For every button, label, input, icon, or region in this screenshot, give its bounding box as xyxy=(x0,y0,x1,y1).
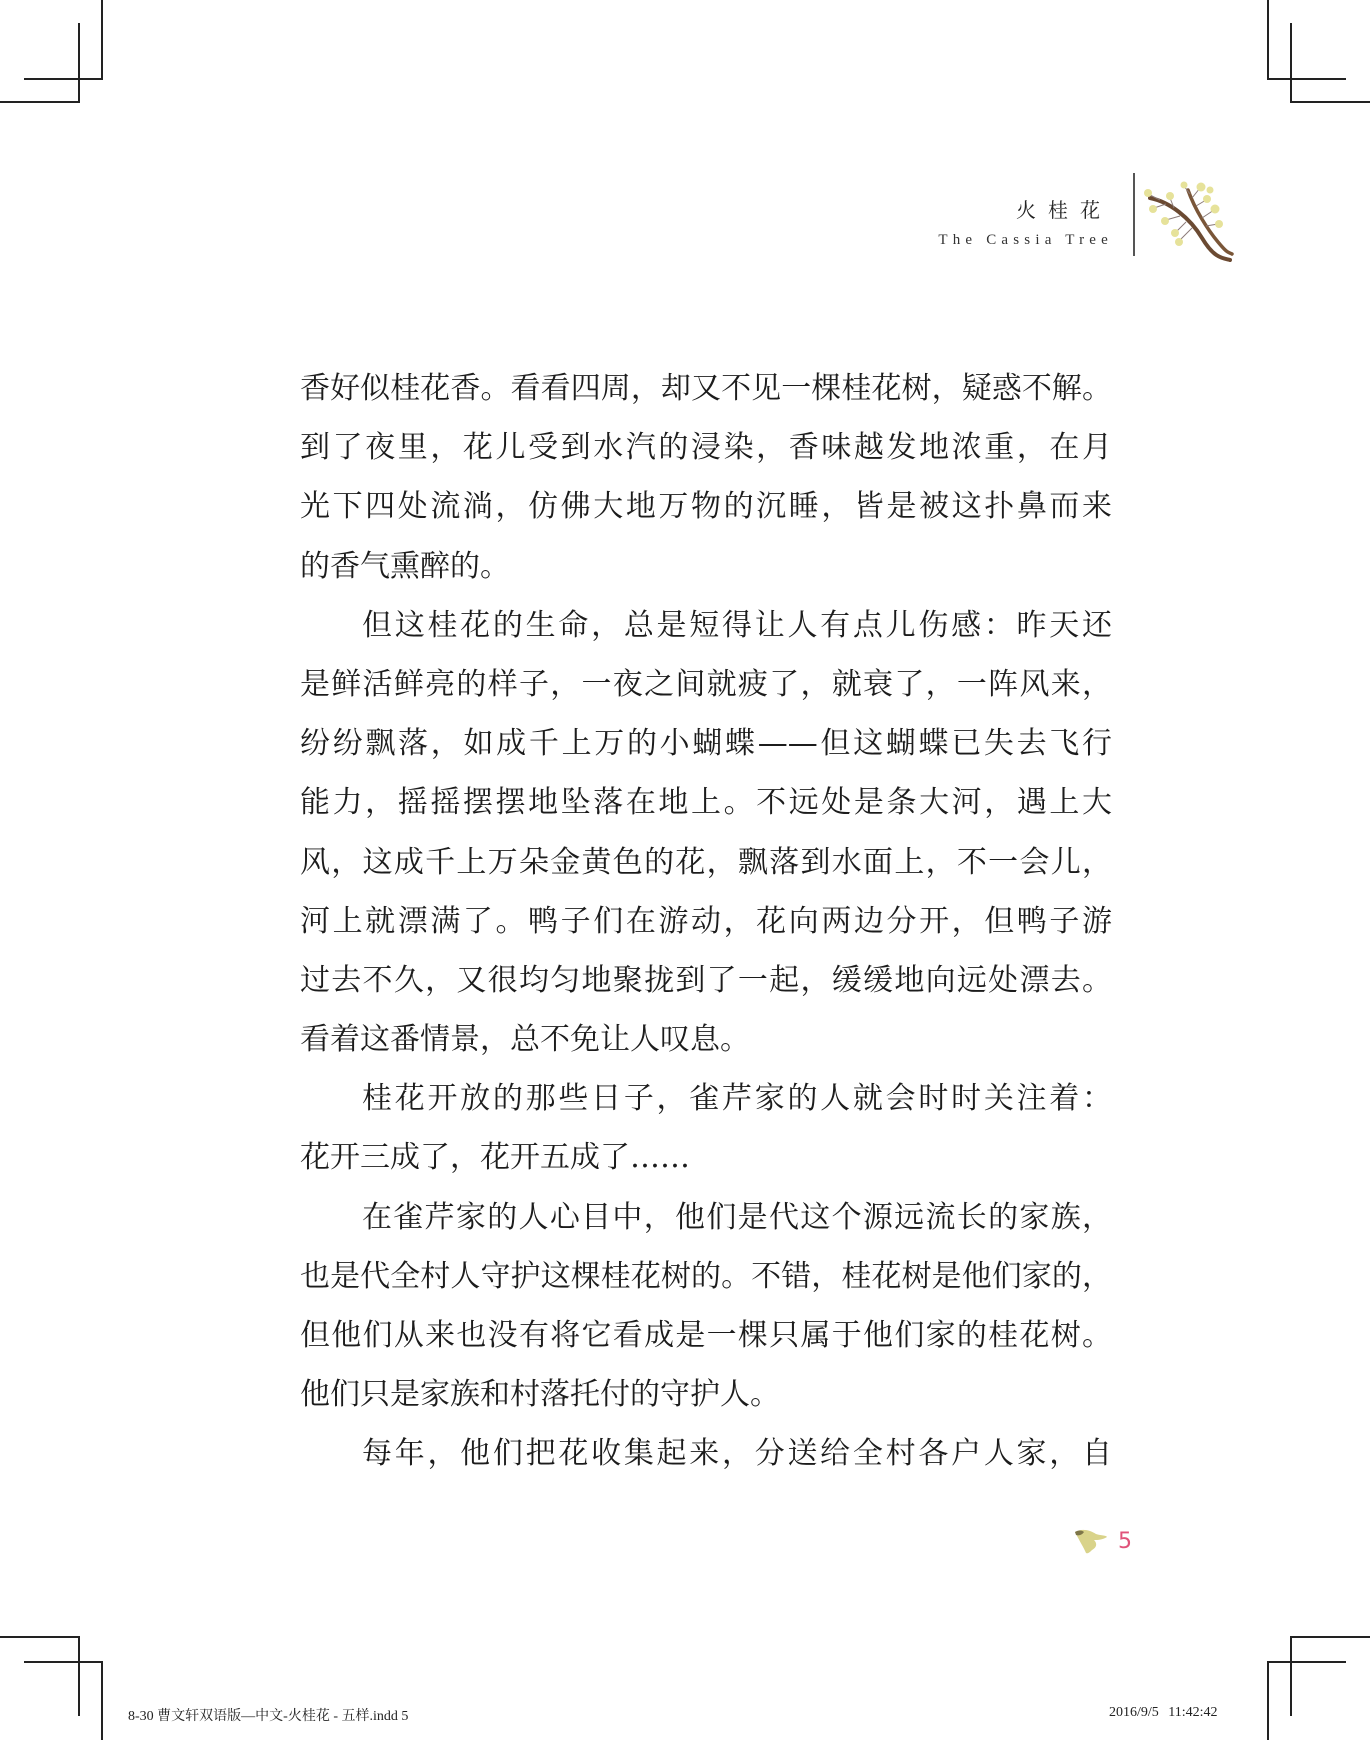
crop-mark xyxy=(1290,1636,1292,1716)
text-line: 在雀芹家的人心目中，他们是代这个源远流长的家族， xyxy=(362,1199,1112,1235)
crop-mark xyxy=(1267,1661,1346,1663)
running-header-title-en: The Cassia Tree xyxy=(938,232,1113,248)
text-line: 纷纷飘落，如成千上万的小蝴蝶——但这蝴蝶已失去飞行 xyxy=(300,726,1112,762)
text-line: 每年，他们把花收集起来，分送给全村各户人家，自 xyxy=(362,1436,1112,1472)
text-line: 河上就漂满了。鸭子们在游动，花向两边分开，但鸭子游 xyxy=(300,903,1112,939)
body-text xyxy=(300,359,1112,1484)
text-line: 但他们从来也没有将它看成是一棵只属于他们家的桂花树。 xyxy=(300,1318,1112,1353)
crop-mark xyxy=(1290,101,1370,103)
crop-mark xyxy=(24,1661,103,1663)
text-line: 光下四处流淌，仿佛大地万物的沉睡，皆是被这扑鼻而来 xyxy=(300,489,1112,525)
cassia-branch-icon xyxy=(1140,180,1240,265)
page-number: 5 xyxy=(1118,1528,1132,1554)
text-line: 风，这成千上万朵金黄色的花，飘落到水面上，不一会儿， xyxy=(300,844,1112,880)
text-line: 的香气熏醉的。 xyxy=(300,548,510,584)
crop-mark xyxy=(101,0,103,79)
text-line: 桂花开放的那些日子，雀芹家的人就会时时关注着： xyxy=(362,1081,1112,1117)
crop-mark xyxy=(24,78,103,80)
slug-filename: 8-30 曹文轩双语版—中文-火桂花 - 五样.indd 5 xyxy=(128,1709,409,1724)
cassia-leaf-icon xyxy=(1072,1526,1108,1556)
text-line: 到了夜里，花儿受到水汽的浸染，香味越发地浓重，在月 xyxy=(300,430,1112,466)
crop-mark xyxy=(1267,1661,1269,1740)
text-line: 他们只是家族和村落托付的守护人。 xyxy=(300,1377,780,1413)
text-line: 但这桂花的生命，总是短得让人有点儿伤感：昨天还 xyxy=(362,607,1112,643)
crop-mark xyxy=(0,101,80,103)
slug-timestamp: 2016/9/5 11:42:42 xyxy=(1109,1705,1218,1720)
text-line: 也是代全村人守护这棵桂花树的。不错，桂花树是他们家的， xyxy=(300,1258,1112,1294)
header-divider xyxy=(1133,173,1135,256)
text-line: 香好似桂花香。看看四周，却又不见一棵桂花树，疑惑不解。 xyxy=(300,371,1112,406)
crop-mark xyxy=(1290,23,1292,103)
crop-mark xyxy=(78,23,80,103)
crop-mark xyxy=(101,1661,103,1740)
crop-mark xyxy=(1267,0,1269,79)
running-header-title-cn: 火桂花 xyxy=(1016,198,1112,222)
text-line: 看着这番情景，总不免让人叹息。 xyxy=(300,1022,750,1058)
text-line: 过去不久，又很均匀地聚拢到了一起，缓缓地向远处漂去。 xyxy=(300,962,1112,998)
crop-mark xyxy=(0,1636,80,1638)
crop-mark xyxy=(1267,78,1346,80)
folio xyxy=(1072,1526,1132,1556)
crop-mark xyxy=(78,1636,80,1716)
text-line: 能力，摇摇摆摆地坠落在地上。不远处是条大河，遇上大 xyxy=(300,785,1112,821)
crop-mark xyxy=(1290,1636,1370,1638)
text-line: 是鲜活鲜亮的样子，一夜之间就疲了，就衰了，一阵风来， xyxy=(300,666,1112,702)
text-line: 花开三成了，花开五成了…… xyxy=(300,1140,690,1176)
